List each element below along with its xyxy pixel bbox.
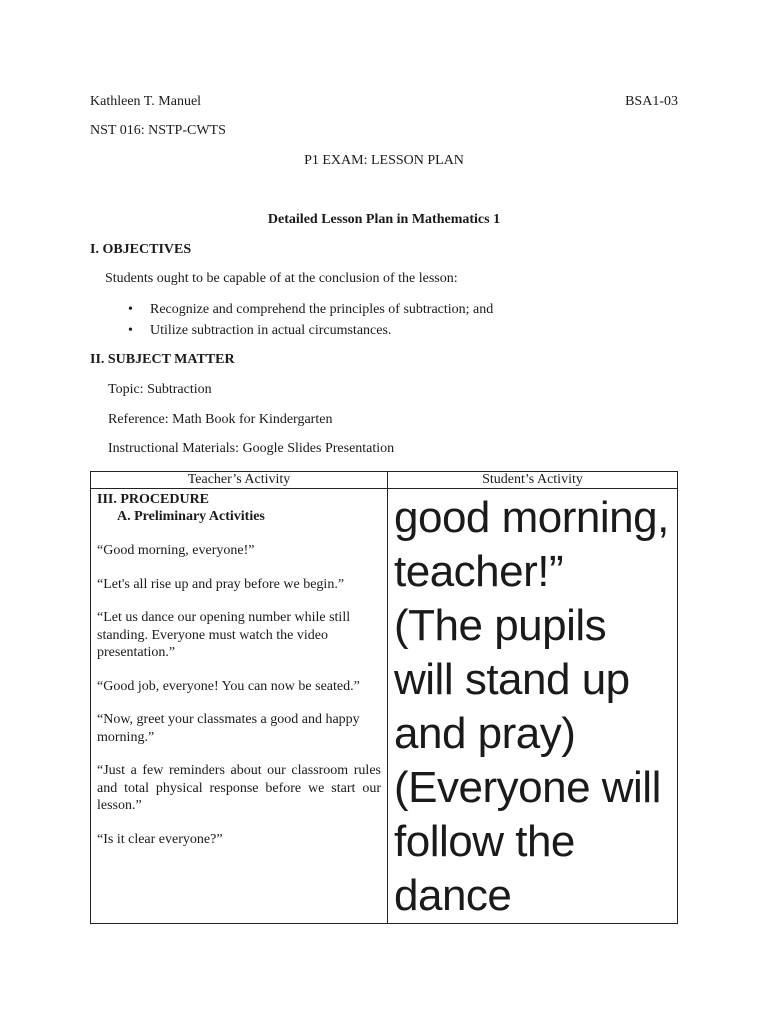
reference-line: Reference: Math Book for Kindergarten [108, 412, 333, 427]
preliminary-heading: A. Preliminary Activities [117, 509, 265, 524]
objective-item: • Recognize and comprehend the principles of subtraction; and [128, 299, 493, 320]
student-activity-cell [388, 489, 678, 924]
course-code: NST 016: NSTP-CWTS [90, 123, 226, 138]
table-header-row [91, 472, 678, 489]
teacher-line: “Good morning, everyone!” [97, 543, 255, 558]
student-name: Kathleen T. Manuel [90, 94, 202, 109]
procedure-heading: III. PROCEDURE [97, 492, 210, 507]
student-response-text: good morning, teacher!” (The pupils will stand up and pray) (Everyone will follow the dance [394, 493, 669, 920]
teacher-activity-cell [91, 489, 388, 924]
materials-line: Instructional Materials: Google Slides Presentation [108, 441, 395, 456]
topic-line: Topic: Subtraction [108, 382, 212, 397]
bullet-icon: • [128, 302, 133, 317]
lesson-title: Detailed Lesson Plan in Mathematics 1 [267, 212, 501, 227]
bullet-icon: • [128, 323, 133, 338]
teacher-line: “Just a few reminders about our classroom rules and total physical response before we start our lesson.” [97, 763, 381, 813]
objectives-heading: I. OBJECTIVES [90, 242, 192, 257]
objectives-intro: Students ought to be capable of at the conclusion of the lesson: [105, 271, 458, 286]
table-row [91, 489, 678, 924]
student-activity-header: Student’s Activity [388, 472, 678, 489]
teacher-line: “Is it clear everyone?” [97, 831, 223, 847]
section-code: BSA1-03 [625, 94, 678, 109]
exam-title: P1 EXAM: LESSON PLAN [304, 153, 464, 168]
subject-matter-heading: II. SUBJECT MATTER [90, 352, 235, 367]
activity-table [90, 471, 678, 924]
teacher-line: “Let's all rise up and pray before we begin.” [97, 576, 345, 592]
objectives-list [128, 299, 493, 341]
teacher-activity-header: Teacher’s Activity [91, 472, 388, 489]
teacher-line: “Good job, everyone! You can now be seated.” [97, 678, 360, 694]
teacher-line: “Now, greet your classmates a good and happy morning.” [97, 712, 360, 745]
objective-item: • Utilize subtraction in actual circumstances. [128, 320, 493, 341]
teacher-line: “Let us dance our opening number while still standing. Everyone must watch the video presentation.” [97, 610, 351, 660]
